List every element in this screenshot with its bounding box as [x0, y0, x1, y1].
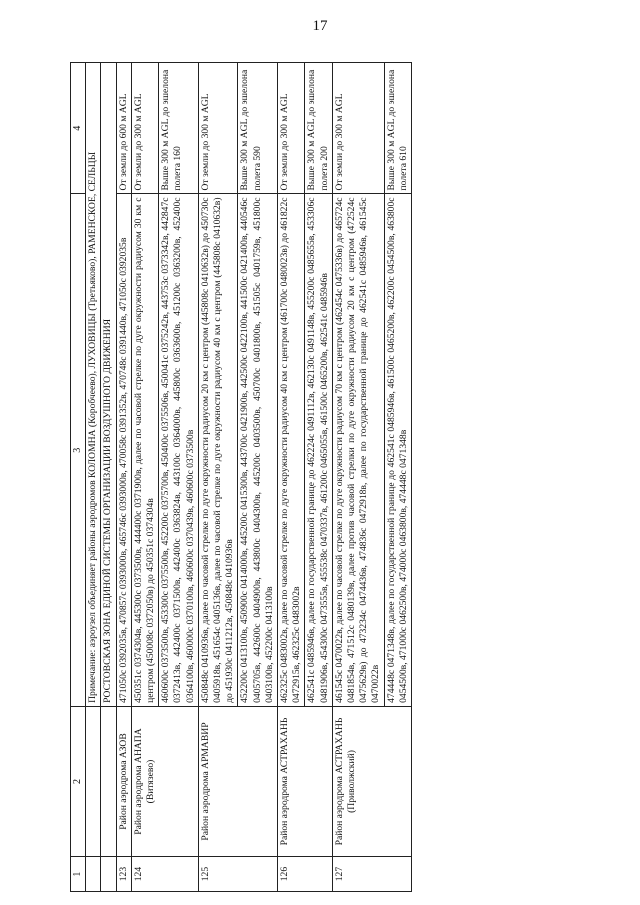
aerodrome-name: Район аэродрома АЗОВ — [116, 706, 131, 856]
section-row — [101, 63, 116, 892]
boundary-coordinates: 462325с 0483002в, далее по часовой стрелке по дуге окружности радиусом 40 км с центром (461700с 0480023в) до 461822с 0472915в, 462325с 0483002в — [278, 194, 305, 706]
boundary-coordinates: 450351с 0374304в, 445300с 0373500в, 444400с 0371900в, далее по часовой стрелке по дуге окружности радиусом 30 км с центром (450008с 0372050в) до 450351с 0374304в — [131, 194, 158, 706]
altitude-limits: От земли до 300 м AGL — [332, 63, 384, 194]
table-header-row — [71, 63, 86, 892]
table-row — [116, 63, 131, 892]
column-header-3: 3 — [71, 194, 86, 706]
airspace-table — [70, 62, 412, 892]
aerodrome-name: Район аэродрома АСТРАХАНЬ — [278, 706, 333, 856]
column-header-4: 4 — [71, 63, 86, 194]
row-number: 123 — [116, 857, 131, 892]
section-title: РОСТОВСКАЯ ЗОНА ЕДИНОЙ СИСТЕМЫ ОРГАНИЗАЦИИ ВОЗДУШНОГО ДВИЖЕНИЯ — [101, 63, 116, 707]
row-number: 125 — [198, 857, 277, 892]
altitude-limits: Выше 300 м AGL до эшелона полета 160 — [159, 63, 199, 194]
altitude-limits: От земли до 300 м AGL — [131, 63, 158, 194]
boundary-coordinates: 460600с 0373500в, 453300с 0375500в, 452200с 0375700в, 450400с 0375506в, 450041с 0375242в, 443753с 0373342в, 442847с 0372413в, 442400с 0371500в, 442400с 0363824в, 443100с 0364000в, 445800с 0363600в, 451200с 0363200в, 452400с 0364100в, 460000с 0370100в, 460600с 0370439в, 460600с 0373500в — [159, 194, 199, 706]
note-row — [86, 63, 101, 892]
table-row — [332, 63, 384, 892]
column-header-2: 2 — [71, 706, 86, 856]
aerodrome-name: Район аэродрома АСТРАХАНЬ (Приволжский) — [332, 706, 411, 856]
note-text: Примечание: аэроузел объединяет районы аэродромов КОЛОМНА (Коробчеево), ЛУХОВИЦЫ (Третьяково), РАМЕНСКОЕ, СЕЛЬЦЫ — [86, 63, 101, 707]
aerodrome-name: Район аэродрома АРМАВИР — [198, 706, 277, 856]
row-number: 124 — [131, 857, 198, 892]
page-number: 17 — [312, 18, 328, 34]
altitude-limits: Выше 300 м AGL до эшелона полета 610 — [384, 63, 411, 194]
altitude-limits: От земли до 600 м AGL — [116, 63, 131, 194]
altitude-limits: От земли до 300 м AGL — [278, 63, 305, 194]
boundary-coordinates: 474448с 0471348в, далее по государственной границе до 462541с 0485946в, 461500с 0465200в, 462200с 0454500в, 463800с 0454500в, 471000с 0462500в, 474000с 0463800в, 474448с 0471348в — [384, 194, 411, 706]
rotated-table-container — [70, 62, 605, 892]
boundary-coordinates: 471050с 0392035в, 470857с 0393000в, 465746с 0393000в, 470058с 0391352в, 470748с 0391440в, 471050с 0392035в — [116, 194, 131, 706]
boundary-coordinates: 461545с 0470022в, далее по часовой стрелке по дуге окружности радиусом 70 км с центром (462454с 0475336в) до 465724с 0481854в, 471512с 0480139в, далее против часовой стрелки по дуге окружности радиусом 20 км с центром (472524с 0475629в) до 473234с 0474436в, 474836с 0472918в, далее по государственной границе до 462541с 0485946в, 461545с 0470022в — [332, 194, 384, 706]
column-header-1: 1 — [71, 857, 86, 892]
row-number: 127 — [332, 857, 411, 892]
table-row — [131, 63, 158, 892]
boundary-coordinates: 450848с 0410936в, далее по часовой стрелке по дуге окружности радиусом 20 км с центром (445808с 0410632в) до 450730с 0405918в, 451654с 0405136в, далее по часовой стрелке по дуге окружности радиусом 40 км с центром (445808с 0410632в) до 451930с 0411212в, 450848с 0410936в — [198, 194, 238, 706]
table-row — [198, 63, 238, 892]
boundary-coordinates: 452200с 0413100в, 450900с 0414000в, 445200с 0415300в, 443700с 0421900в, 442500с 0422100в, 441500с 0421400в, 440546с 0405705в, 442600с 0404900в, 443800с 0404300в, 445200с 0403500в, 450700с 0401800в, 451505с 0401759в, 451800с 0403100в, 452200с 0413100в — [238, 194, 278, 706]
row-number: 126 — [278, 857, 333, 892]
aerodrome-name: Район аэродрома АНАПА (Витязево) — [131, 706, 198, 856]
altitude-limits: Выше 300 м AGL до эшелона полета 590 — [238, 63, 278, 194]
table-row — [278, 63, 305, 892]
boundary-coordinates: 462541с 0485946в, далее по государственной границе до 462224с 0491112в, 462130с 0491148в, 455200с 0485655в, 453306с 0481906в, 454300с 0473555в, 455538с 0470337в, 461200с 0465055в, 461500с 0465200в, 462541с 0485946в — [305, 194, 332, 706]
altitude-limits: Выше 300 м AGL до эшелона полета 200 — [305, 63, 332, 194]
altitude-limits: От земли до 300 м AGL — [198, 63, 238, 194]
